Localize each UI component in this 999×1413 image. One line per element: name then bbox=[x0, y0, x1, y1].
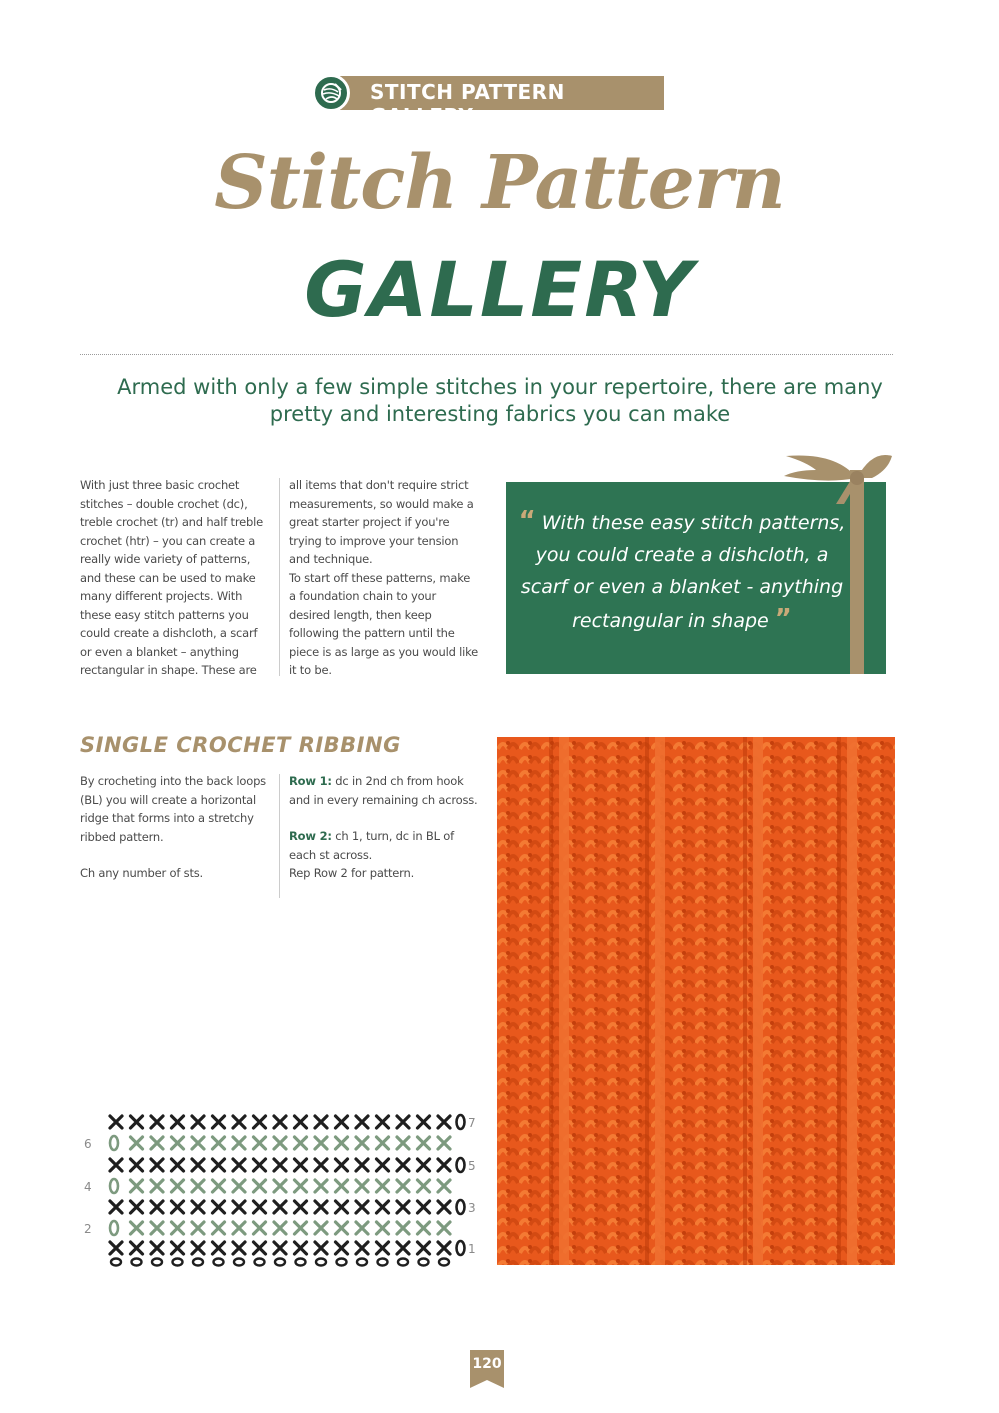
dc-stitch-symbol bbox=[131, 1180, 143, 1192]
pattern-ch-note: Ch any number of sts. bbox=[80, 866, 203, 880]
dc-stitch-symbol bbox=[315, 1242, 327, 1254]
foundation-chain-symbol bbox=[152, 1259, 162, 1266]
dc-stitch-symbol bbox=[213, 1137, 225, 1149]
section-heading: SINGLE CROCHET RIBBING bbox=[80, 733, 401, 757]
row-number: 6 bbox=[84, 1137, 92, 1151]
dc-stitch-symbol bbox=[131, 1242, 143, 1254]
foundation-chain-symbol bbox=[337, 1259, 347, 1266]
dc-stitch-symbol bbox=[213, 1180, 225, 1192]
dc-stitch-symbol bbox=[295, 1116, 307, 1128]
dc-stitch-symbol bbox=[336, 1242, 348, 1254]
dc-stitch-symbol bbox=[315, 1137, 327, 1149]
dc-stitch-symbol bbox=[172, 1201, 184, 1213]
dc-stitch-symbol bbox=[192, 1222, 204, 1234]
dc-stitch-symbol bbox=[213, 1201, 225, 1213]
foundation-chain-symbol bbox=[439, 1259, 449, 1266]
dc-stitch-symbol bbox=[254, 1222, 266, 1234]
dc-stitch-symbol bbox=[377, 1180, 389, 1192]
bow-icon bbox=[776, 448, 896, 508]
dc-stitch-symbol bbox=[151, 1201, 163, 1213]
foundation-chain-symbol bbox=[132, 1259, 142, 1266]
dc-stitch-symbol bbox=[377, 1222, 389, 1234]
dc-stitch-symbol bbox=[356, 1116, 368, 1128]
dc-stitch-symbol bbox=[131, 1116, 143, 1128]
pattern-instructions bbox=[289, 772, 479, 883]
dc-stitch-symbol bbox=[336, 1201, 348, 1213]
dc-stitch-symbol bbox=[274, 1201, 286, 1213]
dc-stitch-symbol bbox=[254, 1180, 266, 1192]
foundation-chain-symbol bbox=[419, 1259, 429, 1266]
dc-stitch-symbol bbox=[274, 1159, 286, 1171]
row-2-instruction bbox=[289, 827, 479, 864]
dc-stitch-symbol bbox=[213, 1159, 225, 1171]
dc-stitch-symbol bbox=[377, 1159, 389, 1171]
dc-stitch-symbol bbox=[192, 1180, 204, 1192]
column-divider bbox=[279, 478, 280, 676]
divider bbox=[80, 354, 893, 355]
chain-symbol bbox=[110, 1136, 118, 1150]
row-number: 2 bbox=[84, 1222, 92, 1236]
chain-symbol bbox=[457, 1241, 465, 1255]
dc-stitch-symbol bbox=[110, 1159, 122, 1171]
foundation-chain-symbol bbox=[275, 1259, 285, 1266]
dc-stitch-symbol bbox=[131, 1222, 143, 1234]
foundation-chain-symbol bbox=[296, 1259, 306, 1266]
dc-stitch-symbol bbox=[110, 1242, 122, 1254]
foundation-chain-symbol bbox=[357, 1259, 367, 1266]
dc-stitch-symbol bbox=[418, 1137, 430, 1149]
dc-stitch-symbol bbox=[397, 1201, 409, 1213]
dc-stitch-symbol bbox=[254, 1159, 266, 1171]
dc-stitch-symbol bbox=[192, 1137, 204, 1149]
dc-stitch-symbol bbox=[295, 1201, 307, 1213]
dc-stitch-symbol bbox=[295, 1137, 307, 1149]
row-number: 7 bbox=[468, 1116, 476, 1130]
page-title-script: Stitch Pattern bbox=[214, 140, 785, 226]
dc-stitch-symbol bbox=[110, 1116, 122, 1128]
stitch-chart bbox=[80, 1110, 480, 1270]
dc-stitch-symbol bbox=[295, 1222, 307, 1234]
dc-stitch-symbol bbox=[438, 1159, 450, 1171]
dc-stitch-symbol bbox=[131, 1137, 143, 1149]
dc-stitch-symbol bbox=[274, 1116, 286, 1128]
dc-stitch-symbol bbox=[213, 1242, 225, 1254]
dc-stitch-symbol bbox=[418, 1180, 430, 1192]
dc-stitch-symbol bbox=[397, 1242, 409, 1254]
dc-stitch-symbol bbox=[356, 1222, 368, 1234]
dc-stitch-symbol bbox=[213, 1116, 225, 1128]
dc-stitch-symbol bbox=[336, 1116, 348, 1128]
dc-stitch-symbol bbox=[192, 1159, 204, 1171]
dc-stitch-symbol bbox=[274, 1137, 286, 1149]
dc-stitch-symbol bbox=[315, 1201, 327, 1213]
section-tag-label: STITCH PATTERN GALLERY bbox=[370, 80, 565, 128]
dc-stitch-symbol bbox=[315, 1222, 327, 1234]
dc-stitch-symbol bbox=[233, 1201, 245, 1213]
dc-stitch-symbol bbox=[377, 1201, 389, 1213]
dc-stitch-symbol bbox=[356, 1201, 368, 1213]
foundation-chain-symbol bbox=[255, 1259, 265, 1266]
crochet-swatch-photo bbox=[497, 737, 895, 1265]
row-1-text: dc in 2nd ch from hook and in every remaining ch across. bbox=[289, 774, 478, 807]
dc-stitch-symbol bbox=[254, 1116, 266, 1128]
dc-stitch-symbol bbox=[336, 1222, 348, 1234]
dc-stitch-symbol bbox=[254, 1242, 266, 1254]
dc-stitch-symbol bbox=[438, 1116, 450, 1128]
dc-stitch-symbol bbox=[336, 1159, 348, 1171]
dc-stitch-symbol bbox=[377, 1242, 389, 1254]
dc-stitch-symbol bbox=[356, 1137, 368, 1149]
chain-symbol bbox=[110, 1221, 118, 1235]
row-1-label: Row 1: bbox=[289, 774, 332, 788]
row-number: 1 bbox=[468, 1242, 476, 1256]
intro-column-2 bbox=[289, 476, 479, 680]
dc-stitch-symbol bbox=[172, 1242, 184, 1254]
dc-stitch-symbol bbox=[315, 1159, 327, 1171]
foundation-chain-symbol bbox=[378, 1259, 388, 1266]
dc-stitch-symbol bbox=[438, 1242, 450, 1254]
section-tag bbox=[312, 74, 664, 128]
dc-stitch-symbol bbox=[274, 1180, 286, 1192]
page-number: 120 bbox=[472, 1356, 502, 1372]
foundation-chain-symbol bbox=[173, 1259, 183, 1266]
chain-symbol bbox=[457, 1200, 465, 1214]
chain-symbol bbox=[457, 1115, 465, 1129]
row-number: 4 bbox=[84, 1180, 92, 1194]
dc-stitch-symbol bbox=[356, 1180, 368, 1192]
dc-stitch-symbol bbox=[192, 1116, 204, 1128]
pull-quote bbox=[514, 505, 850, 637]
dc-stitch-symbol bbox=[172, 1116, 184, 1128]
foundation-chain-symbol bbox=[398, 1259, 408, 1266]
standfirst: Armed with only a few simple stitches in your repertoire, there are many pretty and interesting fabrics you can make bbox=[117, 375, 883, 426]
dc-stitch-symbol bbox=[336, 1180, 348, 1192]
dc-stitch-symbol bbox=[418, 1201, 430, 1213]
dc-stitch-symbol bbox=[295, 1159, 307, 1171]
pattern-description bbox=[80, 772, 272, 883]
dc-stitch-symbol bbox=[438, 1201, 450, 1213]
intro-paragraph-2: To start off these patterns, make a foundation chain to your desired length, then keep following the pattern until the piece is as large as you would like it to be. bbox=[289, 570, 479, 677]
dc-stitch-symbol bbox=[151, 1180, 163, 1192]
row-1-instruction bbox=[289, 772, 479, 809]
chain-symbol bbox=[110, 1179, 118, 1193]
dc-stitch-symbol bbox=[397, 1222, 409, 1234]
page-title-gallery: GALLERY bbox=[304, 245, 695, 334]
pattern-desc-text: By crocheting into the back loops (BL) you will create a horizontal ridge that forms into a stretchy ribbed pattern. bbox=[80, 774, 266, 844]
dc-stitch-symbol bbox=[438, 1180, 450, 1192]
dc-stitch-symbol bbox=[233, 1222, 245, 1234]
dc-stitch-symbol bbox=[397, 1180, 409, 1192]
dc-stitch-symbol bbox=[397, 1159, 409, 1171]
row-number: 5 bbox=[468, 1159, 476, 1173]
dc-stitch-symbol bbox=[274, 1242, 286, 1254]
dc-stitch-symbol bbox=[233, 1116, 245, 1128]
dc-stitch-symbol bbox=[438, 1222, 450, 1234]
dc-stitch-symbol bbox=[274, 1222, 286, 1234]
dc-stitch-symbol bbox=[377, 1137, 389, 1149]
dc-stitch-symbol bbox=[110, 1201, 122, 1213]
dc-stitch-symbol bbox=[192, 1242, 204, 1254]
dc-stitch-symbol bbox=[233, 1137, 245, 1149]
open-quote-icon: “ bbox=[518, 506, 536, 536]
dc-stitch-symbol bbox=[131, 1201, 143, 1213]
page-number-wrap bbox=[470, 1350, 504, 1388]
dc-stitch-symbol bbox=[397, 1137, 409, 1149]
chain-symbol bbox=[457, 1158, 465, 1172]
dc-stitch-symbol bbox=[172, 1159, 184, 1171]
row-2-text: ch 1, turn, dc in BL of each st across. bbox=[289, 829, 454, 862]
column-divider-2 bbox=[279, 774, 280, 898]
dc-stitch-symbol bbox=[315, 1116, 327, 1128]
dc-stitch-symbol bbox=[233, 1242, 245, 1254]
dc-stitch-symbol bbox=[151, 1222, 163, 1234]
dc-stitch-symbol bbox=[151, 1159, 163, 1171]
dc-stitch-symbol bbox=[295, 1242, 307, 1254]
dc-stitch-symbol bbox=[172, 1222, 184, 1234]
dc-stitch-symbol bbox=[397, 1116, 409, 1128]
dc-stitch-symbol bbox=[356, 1159, 368, 1171]
dc-stitch-symbol bbox=[418, 1116, 430, 1128]
foundation-chain-symbol bbox=[193, 1259, 203, 1266]
intro-paragraph-1: all items that don't require strict measurements, so would make a great starter project if you're trying to improve your tension and technique. bbox=[289, 478, 474, 566]
dc-stitch-symbol bbox=[438, 1137, 450, 1149]
dc-stitch-symbol bbox=[172, 1180, 184, 1192]
dc-stitch-symbol bbox=[315, 1180, 327, 1192]
row-number: 3 bbox=[468, 1201, 476, 1215]
intro-column-1: With just three basic crochet stitches – double crochet (dc), treble crochet (tr) and half treble crochet (htr) – you can create a really wide variety of patterns, and these can be used to make many different projects. With these easy stitch patterns you could create a dishcloth, a scarf or even a blanket – anything rectangular in shape. These are bbox=[80, 478, 263, 677]
dc-stitch-symbol bbox=[233, 1159, 245, 1171]
foundation-chain-symbol bbox=[316, 1259, 326, 1266]
foundation-chain-symbol bbox=[234, 1259, 244, 1266]
row-2-label: Row 2: bbox=[289, 829, 332, 843]
dc-stitch-symbol bbox=[151, 1116, 163, 1128]
dc-stitch-symbol bbox=[418, 1222, 430, 1234]
dc-stitch-symbol bbox=[377, 1116, 389, 1128]
foundation-chain-symbol bbox=[111, 1259, 121, 1266]
dc-stitch-symbol bbox=[172, 1137, 184, 1149]
dc-stitch-symbol bbox=[418, 1242, 430, 1254]
pull-quote-text: With these easy stitch patterns, you could create a dishcloth, a scarf or even a blanket - anything rectangular in shape bbox=[520, 512, 846, 632]
dc-stitch-symbol bbox=[213, 1222, 225, 1234]
dc-stitch-symbol bbox=[254, 1201, 266, 1213]
dc-stitch-symbol bbox=[233, 1180, 245, 1192]
dc-stitch-symbol bbox=[151, 1242, 163, 1254]
dc-stitch-symbol bbox=[131, 1159, 143, 1171]
dc-stitch-symbol bbox=[336, 1137, 348, 1149]
dc-stitch-symbol bbox=[254, 1137, 266, 1149]
dc-stitch-symbol bbox=[356, 1242, 368, 1254]
dc-stitch-symbol bbox=[151, 1137, 163, 1149]
dc-stitch-symbol bbox=[192, 1201, 204, 1213]
yarn-icon bbox=[312, 74, 350, 112]
repeat-text: Rep Row 2 for pattern. bbox=[289, 866, 415, 880]
foundation-chain-symbol bbox=[214, 1259, 224, 1266]
dc-stitch-symbol bbox=[418, 1159, 430, 1171]
close-quote-icon: ” bbox=[774, 604, 792, 634]
dc-stitch-symbol bbox=[295, 1180, 307, 1192]
